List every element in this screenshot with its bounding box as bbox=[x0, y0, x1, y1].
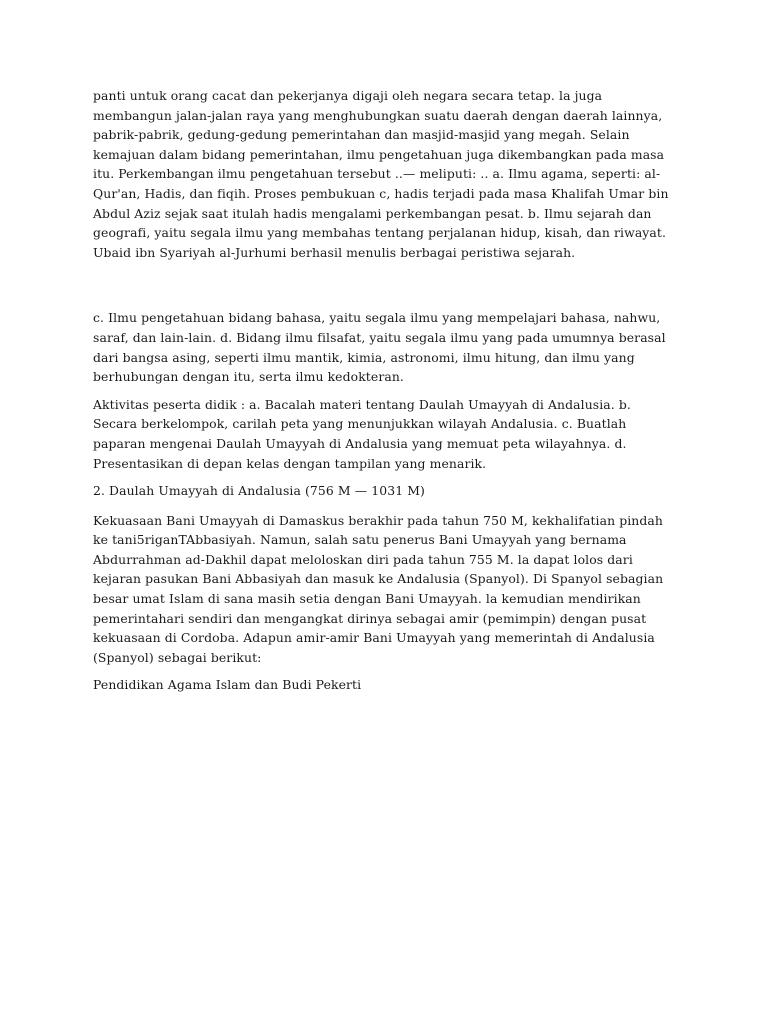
paragraph-umayyah-andalusia: Kekuasaan Bani Umayyah di Damaskus berakhir pada tahun 750 M, kekhalifatian pindah ke tani5riganTAbbasiyah. Namun, salah satu penerus Bani Umayyah yang bernama Abdurrahman ad-Dakhil dapat meloloskan diri pada tahun 755 M. la dapat lolos dari kejaran pasukan Bani Abbasiyah dan masuk ke Andalusia (Spanyol). Di Spanyol sebagian besar umat Islam di sana masih setia dengan Bani Umayyah. la kemudian mendirikan pemerintahari sendiri dan mengangkat dirinya sebagai amir (pemimpin) dengan pusat kekuasaan di Cordoba. Adapun amir-amir Bani Umayyah yang memerintah di Andalusia (Spanyol) sebagai berikut: bbox=[93, 512, 664, 665]
section-heading: 2. Daulah Umayyah di Andalusia (756 M — 1031 M) bbox=[93, 483, 425, 499]
document-body bbox=[93, 86, 678, 695]
book-title-footer: Pendidikan Agama Islam dan Budi Pekerti bbox=[93, 677, 362, 693]
paragraph-language-and-philosophy: c. Ilmu pengetahuan bidang bahasa, yaitu segala ilmu yang mempelajari bahasa, nahwu, saraf, dan lain-lain. d. Bidang ilmu filsafat, yaitu segala ilmu yang pada umumnya berasal dari bangsa asing, seperti ilmu mantik, kimia, astronomi, ilmu hitung, dan ilmu yang berhubungan dengan itu, serta ilmu kedokteran. bbox=[93, 310, 666, 385]
paragraph-progress-of-knowledge: panti untuk orang cacat dan pekerjanya digaji oleh negara secara tetap. la juga membangun jalan-jalan raya yang menghubungkan suatu daerah dengan daerah lainnya, pabrik-pabrik, gedung-gedung pemerintahan dan masjid-masjid yang megah. Selain kemajuan dalam bidang pemerintahan, ilmu pengetahuan juga dikembangkan pada masa itu. Perkembangan ilmu pengetahuan tersebut ..— meliputi: .. a. Ilmu agama, seperti: al-Qur'an, Hadis, dan fiqih. Proses pembukuan c, hadis terjadi pada masa Khalifah Umar bin Abdul Aziz sejak saat itulah hadis mengalami perkembangan pesat. b. Ilmu sejarah dan geografi, yaitu segala ilmu yang membahas tentang perjalanan hidup, kisah, dan riwayat. Ubaid ibn Syariyah al-Jurhumi berhasil menulis berbagai peristiwa sejarah. bbox=[93, 88, 669, 260]
paragraph-student-activities: Aktivitas peserta didik : a. Bacalah materi tentang Daulah Umayyah di Andalusia. b. Secara berkelompok, carilah peta yang menunjukkan wilayah Andalusia. c. Buatlah paparan mengenai Daulah Umayyah di Andalusia yang memuat peta wilayahnya. d. Presentasikan di depan kelas dengan tampilan yang menarik. bbox=[93, 396, 631, 471]
